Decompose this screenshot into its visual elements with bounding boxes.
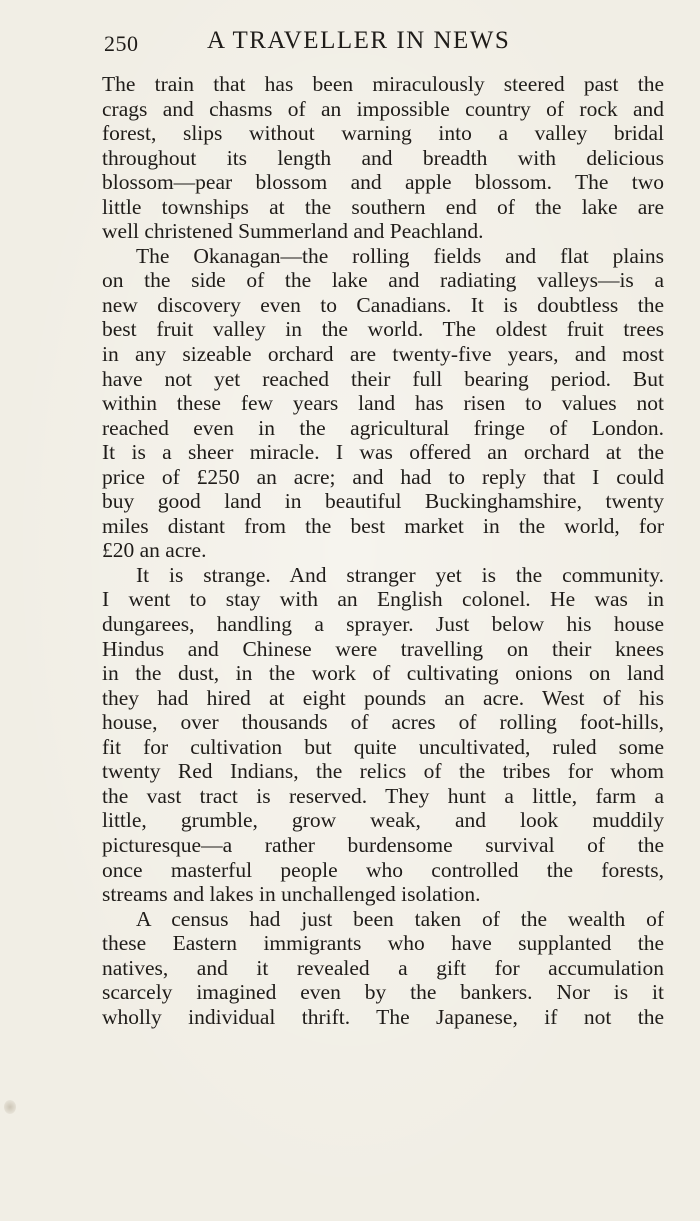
text-line: crags and chasms of an impossible country of rock and: [102, 96, 664, 121]
text-line: streams and lakes in unchallenged isolation.: [102, 882, 481, 907]
text-line: on the side of the lake and radiating valleys—is a: [102, 268, 664, 293]
text-line: blossom—pear blossom and apple blossom. The two: [102, 170, 664, 195]
text-line: dungarees, handling a sprayer. Just below his house: [102, 612, 664, 637]
text-line: It is a sheer miracle. I was offered an orchard at the: [102, 440, 664, 465]
paragraph-first-line: A census had just been taken of the wealth of: [136, 906, 664, 931]
text-line: picturesque—a rather burdensome survival of the: [102, 832, 664, 857]
text-line: throughout its length and breadth with delicious: [102, 145, 664, 170]
text-line: twenty Red Indians, the relics of the tribes for whom: [102, 759, 664, 784]
paper-blemish: [4, 1100, 16, 1114]
text-line: in any sizeable orchard are twenty-five years, and most: [102, 342, 664, 367]
text-line: they had hired at eight pounds an acre. West of his: [102, 685, 664, 710]
text-line: little, grumble, grow weak, and look muddily: [102, 808, 664, 833]
text-line: in the dust, in the work of cultivating onions on land: [102, 661, 664, 686]
text-line: The train that has been miraculously steered past the: [102, 72, 664, 96]
text-line: reached even in the agricultural fringe of London.: [102, 415, 664, 440]
text-line: natives, and it revealed a gift for accumulation: [102, 955, 664, 980]
text-line: best fruit valley in the world. The oldest fruit trees: [102, 317, 664, 342]
page-number: 250: [104, 31, 139, 56]
body-text: [102, 72, 664, 1029]
running-head: A TRAVELLER IN NEWS: [207, 27, 511, 54]
text-line: scarcely imagined even by the bankers. Nor is it: [102, 980, 664, 1005]
text-line: £20 an acre.: [102, 538, 207, 563]
text-line: miles distant from the best market in the world, for: [102, 513, 664, 538]
text-line: buy good land in beautiful Buckinghamshire, twenty: [102, 489, 664, 514]
text-line: house, over thousands of acres of rolling foot-hills,: [102, 710, 664, 735]
text-line: fit for cultivation but quite uncultivated, ruled some: [102, 734, 664, 759]
text-line: I went to stay with an English colonel. He was in: [102, 587, 664, 612]
paragraph-first-line: The Okanagan—the rolling fields and flat plains: [136, 243, 664, 268]
text-line: little townships at the southern end of the lake are: [102, 194, 664, 219]
text-line: these Eastern immigrants who have supplanted the: [102, 931, 664, 956]
text-line: once masterful people who controlled the forests,: [102, 857, 664, 882]
text-line: Hindus and Chinese were travelling on their knees: [102, 636, 664, 661]
text-line: well christened Summerland and Peachland.: [102, 219, 484, 244]
text-line: wholly individual thrift. The Japanese, if not the: [102, 1004, 664, 1029]
text-line: price of £250 an acre; and had to reply that I could: [102, 464, 664, 489]
text-line: new discovery even to Canadians. It is doubtless the: [102, 292, 664, 317]
text-line: have not yet reached their full bearing period. But: [102, 366, 664, 391]
page-header: [104, 27, 584, 61]
text-line: the vast tract is reserved. They hunt a little, farm a: [102, 783, 664, 808]
paragraph-first-line: It is strange. And stranger yet is the community.: [136, 562, 664, 587]
text-line: forest, slips without warning into a valley bridal: [102, 121, 664, 146]
text-line: within these few years land has risen to values not: [102, 391, 664, 416]
